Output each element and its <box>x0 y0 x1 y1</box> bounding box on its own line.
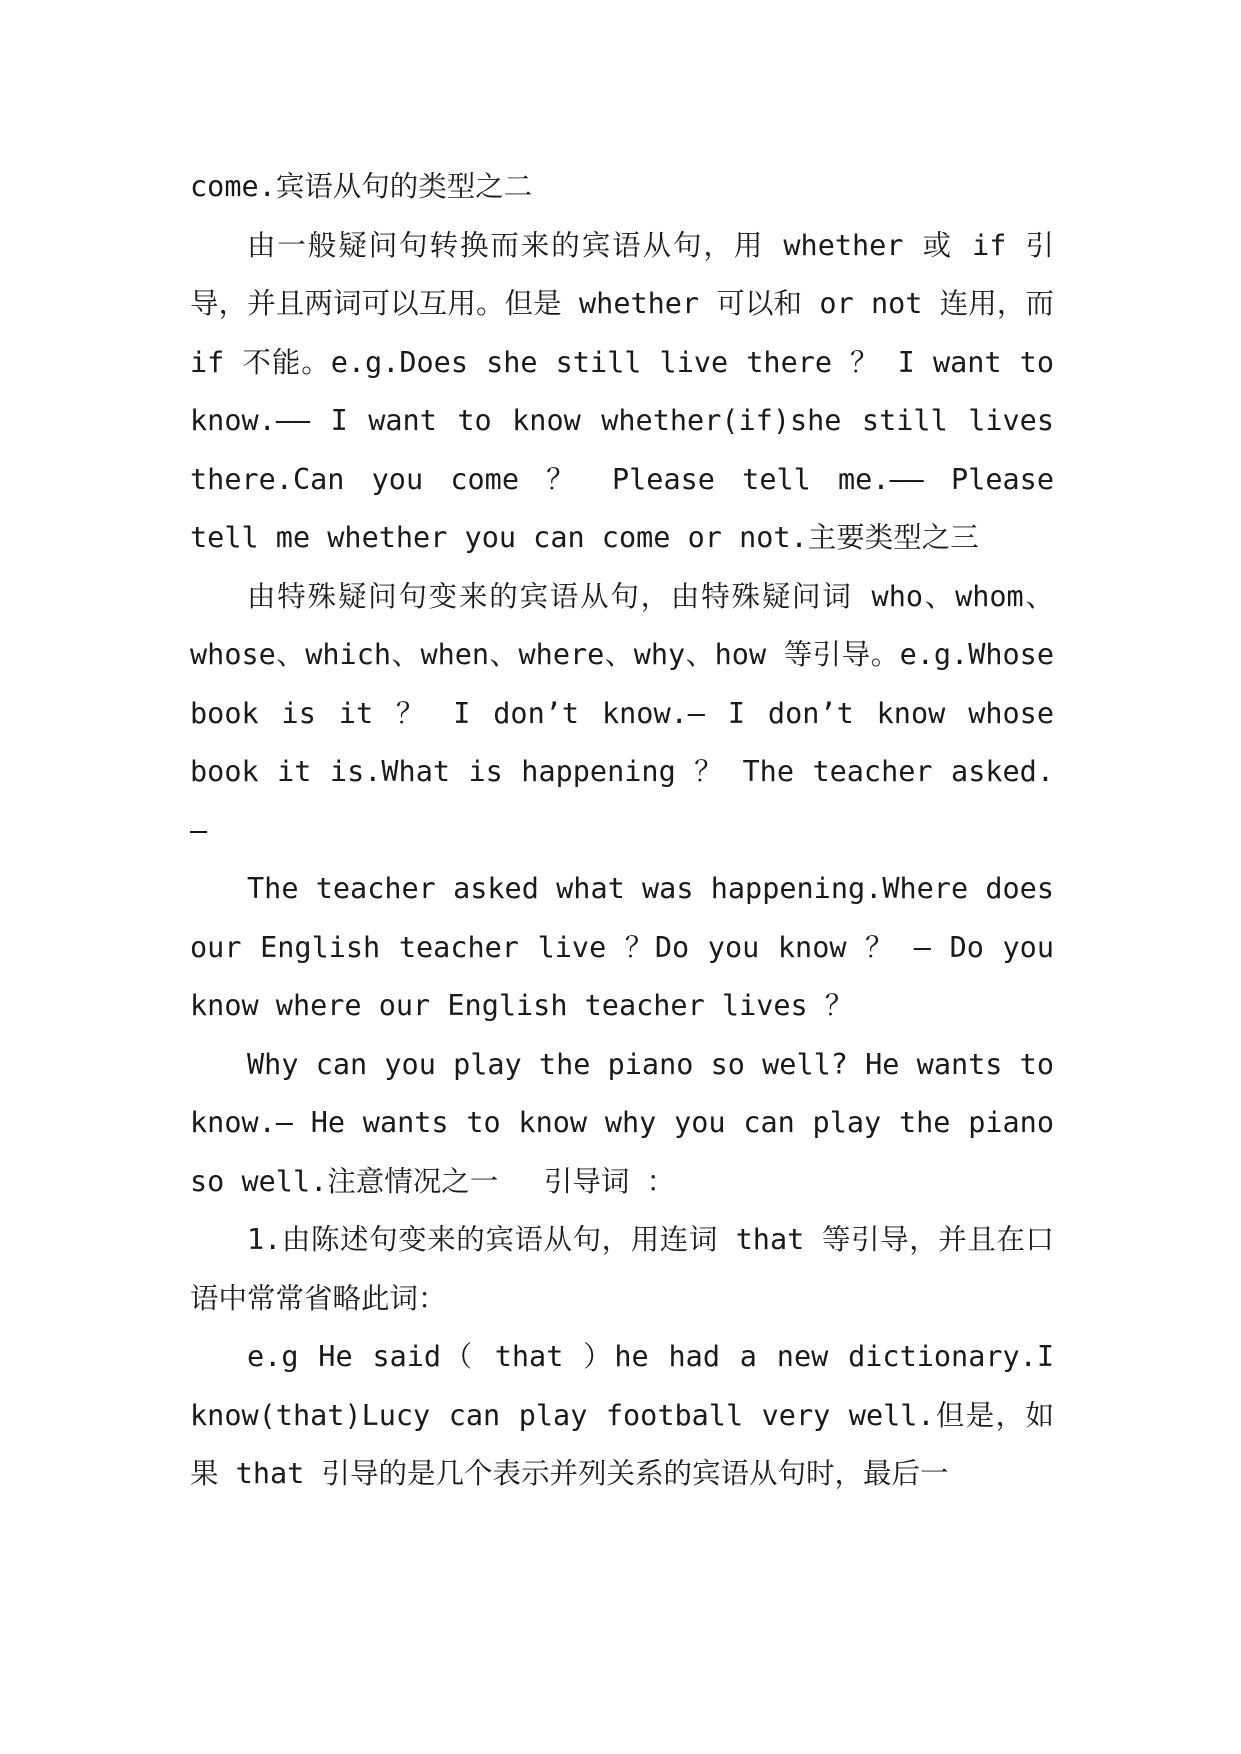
paragraph-2: 由一般疑问句转换而来的宾语从句，用 whether 或 if 引导，并且两词可以互用。但是 whether 可以和 or not 连用，而 if 不能。e.g.Does she still live there ？ I want to know.—— I want to know whether(if)she still lives there.Can you come ？ Please tell me.—— Please tell me whether you can come or not.主要类型之三 <box>190 228 1054 554</box>
paragraph-6: 1.由陈述句变来的宾语从句，用连词 that 等引导，并且在口语中常常省略此词： <box>190 1223 1054 1315</box>
paragraph-1: come.宾语从句的类型之二 <box>190 170 533 203</box>
document-body <box>190 158 1054 1504</box>
paragraph-3: 由特殊疑问句变来的宾语从句，由特殊疑问词 who、whom、whose、which、when、where、why、how 等引导。e.g.Whose book is it ？ I don’t know.— I don’t know whose book it is.What is happening ？ The teacher asked.— <box>190 579 1054 847</box>
paragraph-7: e.g He said（ that ）he had a new dictionary.I know(that)Lucy can play football very well.但是，如果 that 引导的是几个表示并列关系的宾语从句时，最后一 <box>190 1340 1054 1490</box>
paragraph-4: The teacher asked what was happening.Where does our English teacher live ？Do you know ？ — Do you know where our English teacher lives ？ <box>190 872 1054 1022</box>
paragraph-5: Why can you play the piano so well? He wants to know.— He wants to know why you can play the piano so well.注意情况之一 引导词 ： <box>190 1047 1054 1198</box>
